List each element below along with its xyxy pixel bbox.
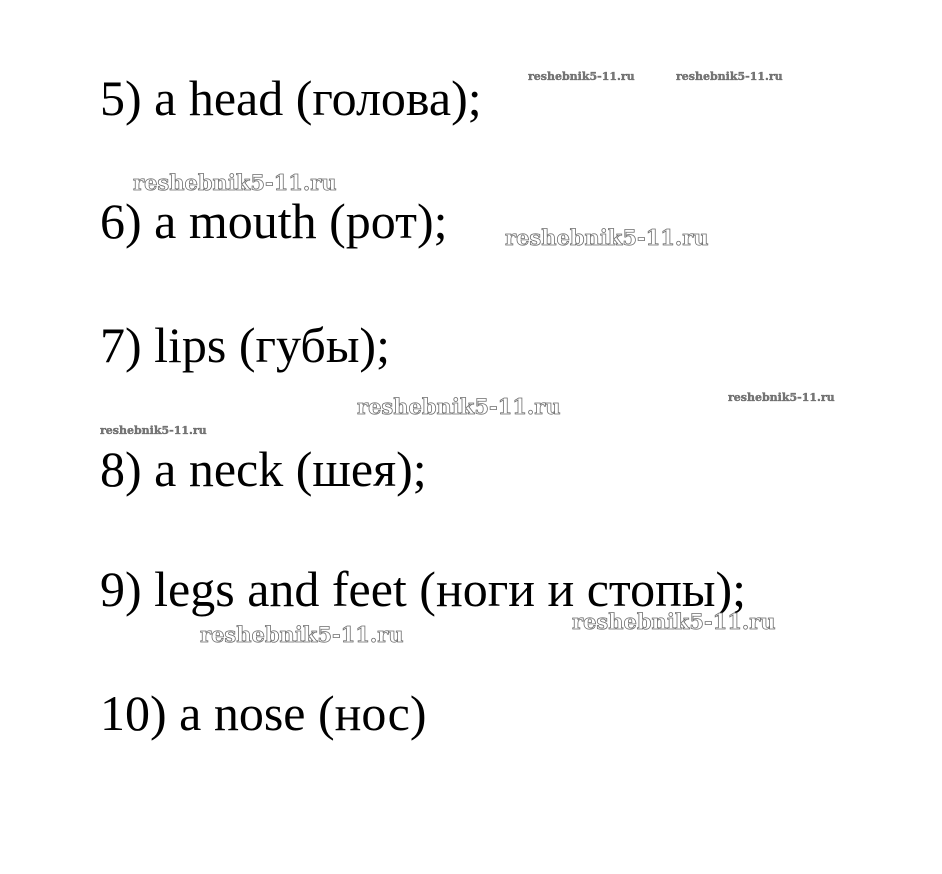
vocab-item-8: 8) a neck (шея); [100, 441, 427, 497]
watermark: reshebnik5-11.ru [357, 394, 561, 419]
vocab-item-5: 5) a head (голова); [100, 70, 482, 126]
vocab-item-6: 6) a mouth (рот); [100, 193, 448, 249]
watermark: reshebnik5-11.ru [572, 609, 776, 634]
watermark: reshebnik5-11.ru [728, 391, 835, 404]
vocab-item-9: 9) legs and feet (ноги и стопы); [100, 561, 747, 617]
watermark: reshebnik5-11.ru [505, 225, 709, 250]
vocab-item-7: 7) lips (губы); [100, 317, 390, 373]
watermark: reshebnik5-11.ru [200, 622, 404, 647]
watermark: reshebnik5-11.ru [100, 424, 207, 437]
vocab-item-10: 10) a nose (нос) [100, 685, 427, 741]
watermark: reshebnik5-11.ru [528, 70, 635, 83]
watermark: reshebnik5-11.ru [133, 170, 337, 195]
watermark: reshebnik5-11.ru [676, 70, 783, 83]
